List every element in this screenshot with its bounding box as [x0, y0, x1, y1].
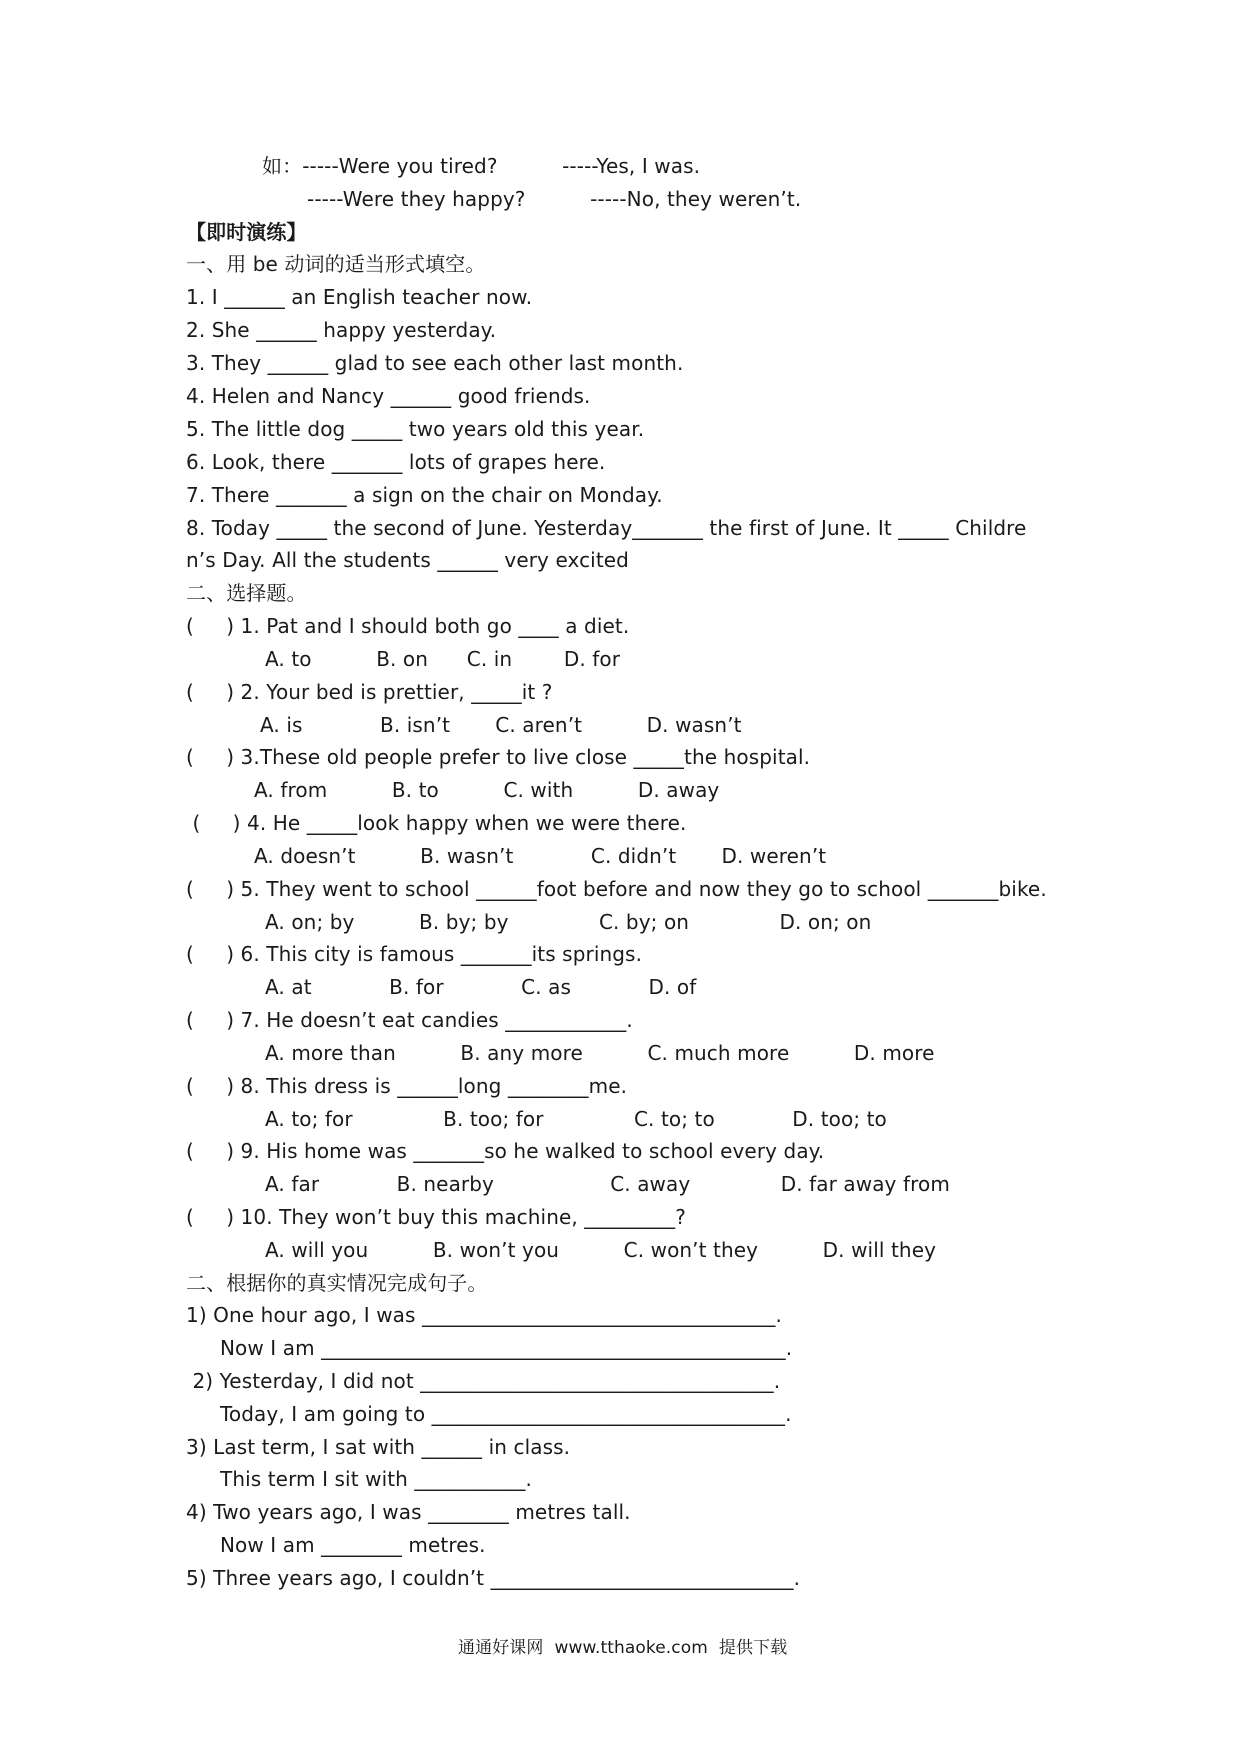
fill-item: 2. She ______ happy yesterday.	[186, 318, 497, 342]
question-options: A. doesn’t B. wasn’t C. didn’t D. weren’t	[254, 844, 827, 868]
fill-item: 1. I ______ an English teacher now.	[186, 285, 533, 309]
sentence-line: 1) One hour ago, I was ___________________________________.	[186, 1303, 782, 1327]
question-options: A. is B. isn’t C. aren’t D. wasn’t	[260, 713, 742, 737]
question-options: A. on; by B. by; by C. by; on D. on; on	[265, 910, 872, 934]
question: ( ) 3.These old people prefer to live close _____the hospital.	[186, 745, 811, 769]
sentence-line: 4) Two years ago, I was ________ metres tall.	[186, 1500, 631, 1524]
fill-item: 3. They ______ glad to see each other last month.	[186, 351, 684, 375]
sentence-line: Now I am ______________________________________________.	[220, 1336, 793, 1360]
question: ( ) 6. This city is famous _______its springs.	[186, 942, 643, 966]
question-options: A. more than B. any more C. much more D. more	[265, 1041, 935, 1065]
question: ( ) 2. Your bed is prettier, _____it ?	[186, 680, 553, 704]
fill-item: 6. Look, there _______ lots of grapes here.	[186, 450, 606, 474]
fill-item: 4. Helen and Nancy ______ good friends.	[186, 384, 591, 408]
sentence-line: 2) Yesterday, I did not ___________________________________.	[186, 1369, 781, 1393]
question-options: A. to B. on C. in D. for	[265, 647, 621, 671]
fill-item: 8. Today _____ the second of June. Yesterday_______ the first of June. It _____ Childre	[186, 516, 1027, 540]
example-line-1: 如：-----Were you tired? -----Yes, I was.	[262, 154, 701, 178]
section2-heading: 二、选择题。	[186, 581, 307, 605]
sentence-line: Now I am ________ metres.	[220, 1533, 486, 1557]
sentence-line: This term I sit with ___________.	[220, 1467, 532, 1491]
fill-item: n’s Day. All the students ______ very excited	[186, 548, 629, 572]
question: ( ) 1. Pat and I should both go ____ a diet.	[186, 614, 630, 638]
question-options: A. far B. nearby C. away D. far away from	[265, 1172, 950, 1196]
question: ( ) 10. They won’t buy this machine, _________?	[186, 1205, 686, 1229]
practice-title: 【即时演练】	[186, 220, 307, 244]
question-options: A. will you B. won’t you C. won’t they D. will they	[265, 1238, 937, 1262]
question-options: A. at B. for C. as D. of	[265, 975, 697, 999]
sentence-line: 5) Three years ago, I couldn’t ______________________________.	[186, 1566, 801, 1590]
fill-item: 5. The little dog _____ two years old this year.	[186, 417, 645, 441]
section3-heading: 二、根据你的真实情况完成句子。	[186, 1271, 488, 1295]
question-options: A. from B. to C. with D. away	[254, 778, 720, 802]
question: ( ) 7. He doesn’t eat candies ____________.	[186, 1008, 633, 1032]
question-options: A. to; for B. too; for C. to; to D. too; to	[265, 1107, 887, 1131]
question: ( ) 8. This dress is ______long ________me.	[186, 1074, 628, 1098]
page-footer: 通通好课网 www.tthaoke.com 提供下载	[458, 1638, 788, 1658]
sentence-line: 3) Last term, I sat with ______ in class.	[186, 1435, 571, 1459]
sentence-line: Today, I am going to ___________________________________.	[220, 1402, 792, 1426]
section1-heading: 一、用 be 动词的适当形式填空。	[186, 252, 486, 276]
question: ( ) 4. He _____look happy when we were there.	[186, 811, 687, 835]
question: ( ) 9. His home was _______so he walked to school every day.	[186, 1139, 825, 1163]
fill-item: 7. There _______ a sign on the chair on Monday.	[186, 483, 663, 507]
example-line-2: -----Were they happy? -----No, they weren’t.	[307, 187, 802, 211]
question: ( ) 5. They went to school ______foot before and now they go to school _______bike.	[186, 877, 1047, 901]
